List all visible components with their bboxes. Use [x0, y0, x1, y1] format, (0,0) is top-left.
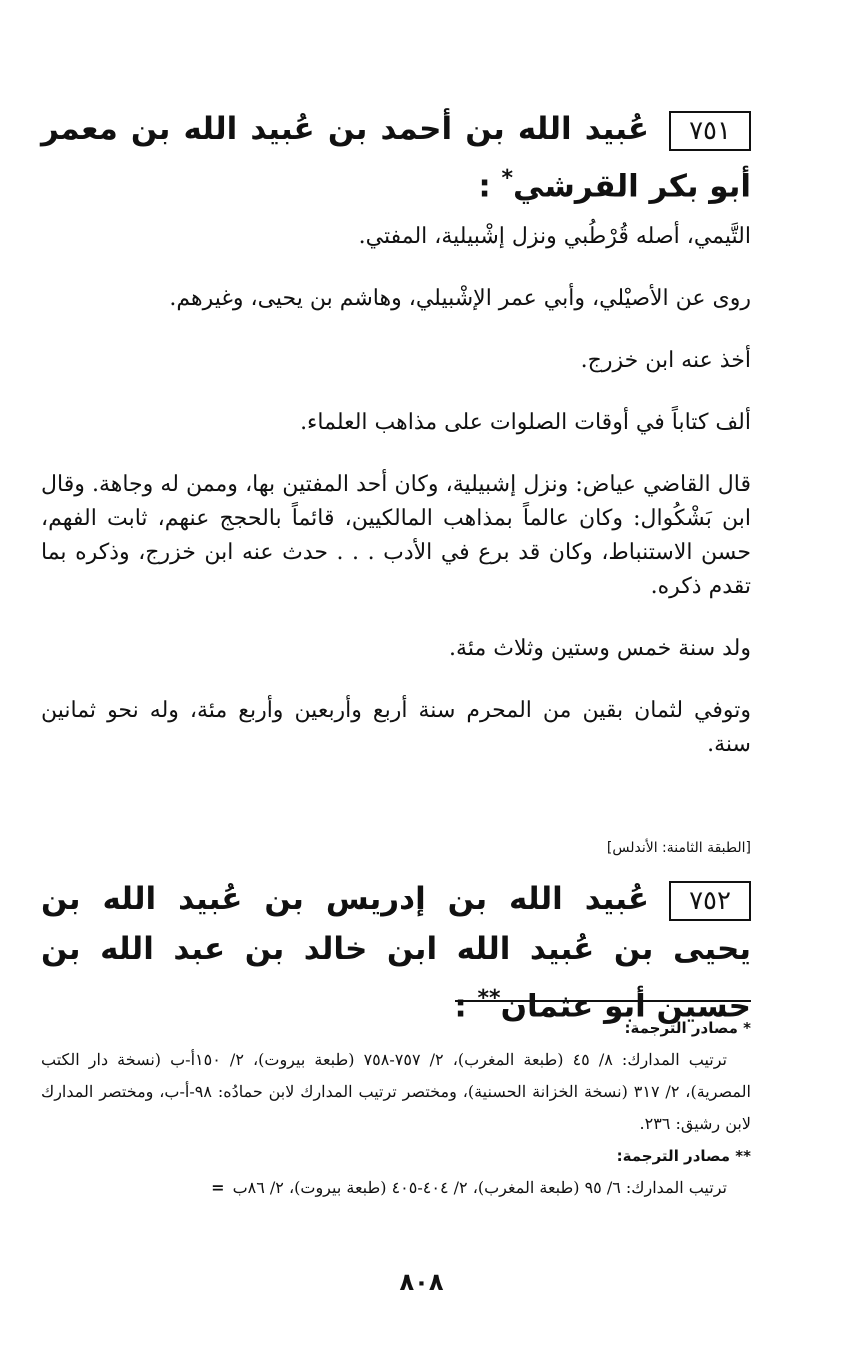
footnote-text: ترتيب المدارك: ٨/ ٤٥ (طبعة المغرب)، ٢/ ٧٥٧-٧٥٨ (طبعة بيروت)، ٢/ ١٥٠أ-ب (نسخة دار الكتب المصرية)، ٢/ ٣١٧ (نسخة الخزانة الحسنية)، ومختصر ترتيب المدارك لابن حمادُه: ٩٨-أ-ب، ومختصر المدارك لابن رشيق: ٢٣٦. [41, 1050, 752, 1133]
entry-name: عُبيد الله بن أحمد بن عُبيد الله بن معمر أبو بكر القرشي [41, 111, 751, 205]
entry-number-box: ٧٥١ [669, 111, 751, 151]
entry-751-body [41, 220, 751, 790]
footnote-text: ترتيب المدارك: ٦/ ٩٥ (طبعة المغرب)، ٢/ ٤٠٤-٤٠٥ (طبعة بيروت)، ٢/ ٨٦ب [232, 1178, 727, 1197]
paragraph: ألف كتاباً في أوقات الصلوات على مذاهب العلماء. [300, 410, 751, 435]
entry-number-box: ٧٥٢ [669, 881, 751, 921]
section-label: [الطبقة الثامنة: الأندلس] [606, 840, 751, 856]
heading-colon: : [454, 988, 467, 1025]
paragraph: وتوفي لثمان بقين من المحرم سنة أربع وأربعين وأربع مئة، وله نحو ثمانين سنة. [41, 698, 751, 757]
entry-751-heading [41, 104, 751, 211]
entry-name: عُبيد الله بن إدريس بن عُبيد الله بن يحيى بن عُبيد الله ابن خالد بن عبد الله بن حسين أبو عثمان [41, 881, 751, 1025]
paragraph: ولد سنة خمس وستين وثلاث مئة. [449, 636, 751, 661]
page-number: ٨٠٨ [399, 1268, 444, 1296]
continuation-mark: = [211, 1178, 225, 1197]
footnote-mark: * [501, 166, 514, 191]
footnote-mark: ** [477, 986, 501, 1011]
paragraph: التَّيمي، أصله قُرْطُبي ونزل إشْبيلية، المفتي. [358, 224, 751, 249]
footnote-heading: * مصادر الترجمة: [624, 1019, 751, 1037]
entry-752-heading [41, 874, 751, 1031]
paragraph: روى عن الأصيْلي، وأبي عمر الإشْبيلي، وهاشم بن يحيى، وغيرهم. [169, 286, 751, 311]
footnote-heading: ** مصادر الترجمة: [616, 1147, 751, 1165]
heading-colon: : [478, 168, 491, 205]
paragraph: أخذ عنه ابن خزرج. [580, 348, 751, 373]
paragraph: قال القاضي عياض: ونزل إشبيلية، وكان أحد المفتين بها، وممن له وجاهة. وقال ابن بَشْكُوال: وكان عالماً بمذاهب المالكيين، قائماً بالحجج عنهم، ثابت الفهم، حسن الاستنباط، وكان قد برع في الأدب . . . حدث عنه ابن خزرج، وذكره بما تقدم ذكره. [41, 472, 751, 599]
footnote-divider [455, 1000, 751, 1002]
footnotes [41, 1012, 751, 1204]
